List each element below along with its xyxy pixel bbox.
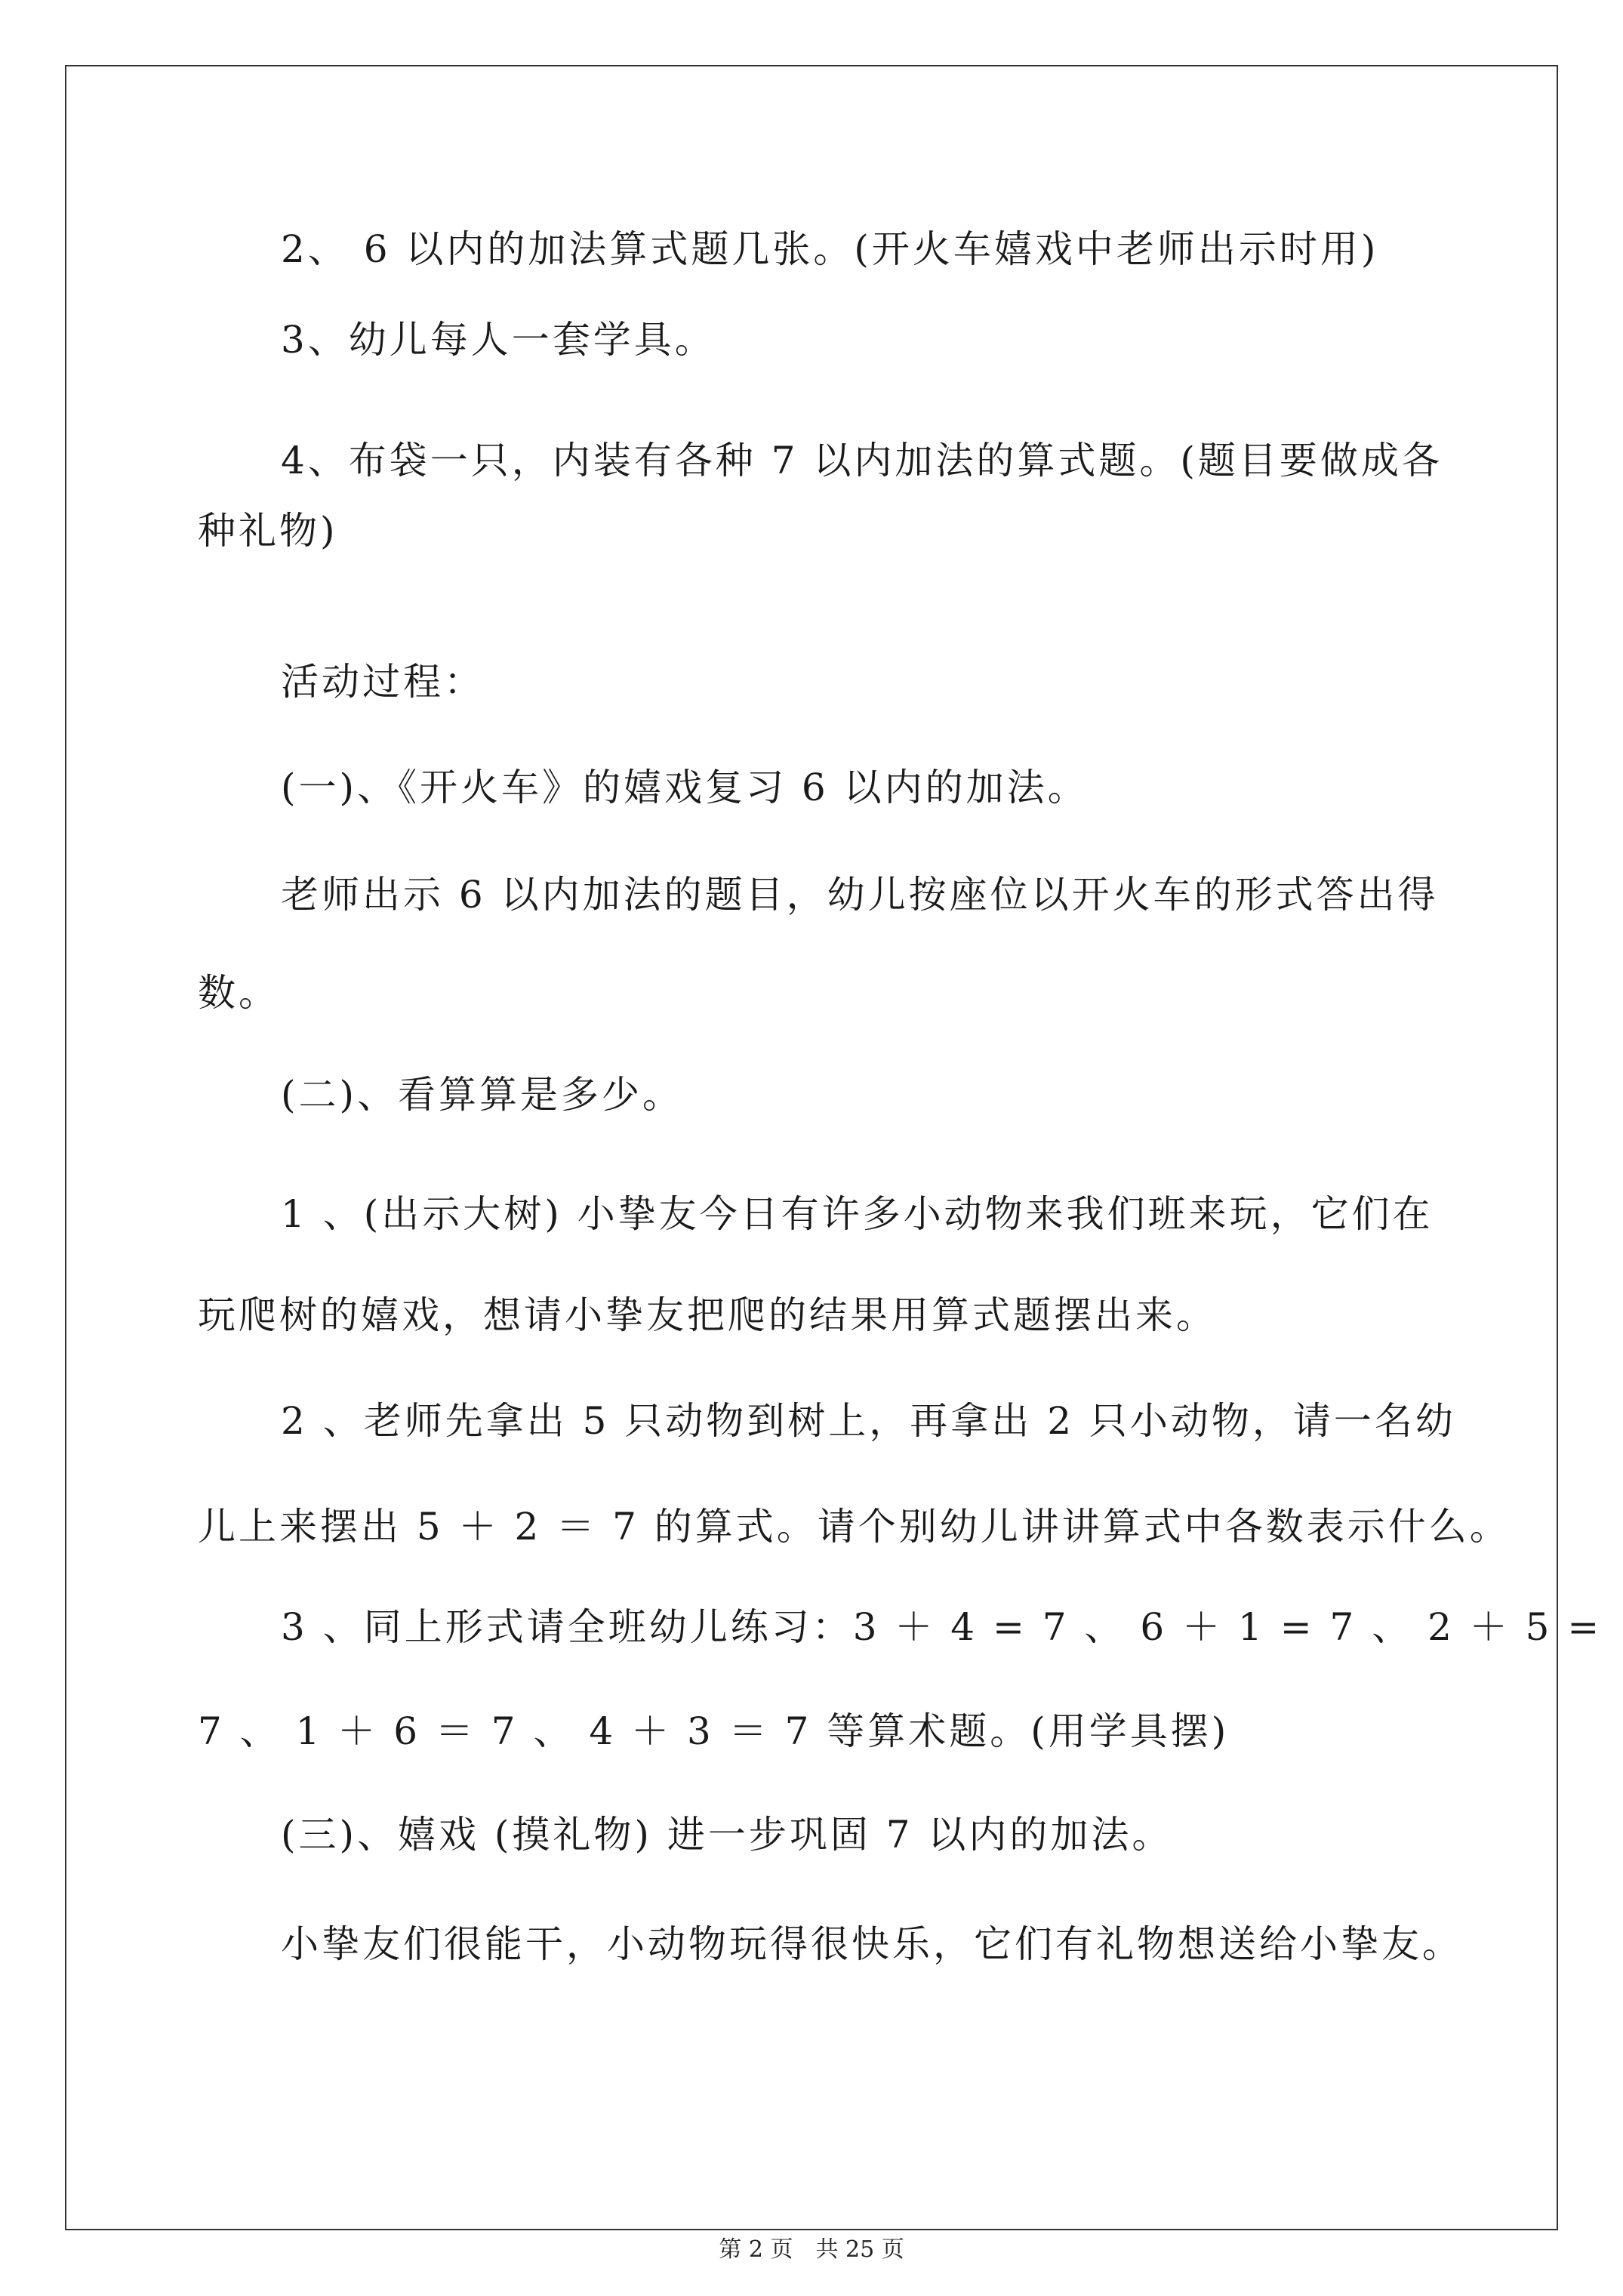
page-border — [65, 65, 1558, 2230]
text-line: 玩爬树的嬉戏，想请小挚友把爬的结果用算式题摆出来。 — [198, 1293, 1217, 1337]
page-number: 第 2 页 共 25 页 — [719, 2236, 904, 2263]
text-line: 种礼物) — [198, 509, 338, 553]
text-line: 1 、(出示大树) 小挚友今日有许多小动物来我们班来玩，它们在 — [281, 1192, 1434, 1236]
text-line: 小挚友们很能干，小动物玩得很快乐，它们有礼物想送给小挚友。 — [281, 1922, 1463, 1966]
section-heading: (一)、《开火车》的嬉戏复习 6 以内的加法。 — [281, 766, 1089, 809]
section-heading: 活动过程： — [281, 660, 485, 704]
text-line: 老师出示 6 以内加法的题目，幼儿按座位以开火车的形式答出得 — [281, 873, 1439, 917]
text-line: 7 、 1 ＋ 6 ＝ 7 、 4 ＋ 3 ＝ 7 等算术题。(用学具摆) — [198, 1709, 1230, 1753]
text-line: 2 、老师先拿出 5 只动物到树上，再拿出 2 只小动物，请一名幼 — [281, 1399, 1456, 1443]
text-line: 3、幼儿每人一套学具。 — [281, 318, 716, 362]
section-heading: (三)、嬉戏 (摸礼物) 进一步巩固 7 以内的加法。 — [281, 1813, 1173, 1857]
text-line: 儿上来摆出 5 ＋ 2 ＝ 7 的算式。请个别幼儿讲讲算式中各数表示什么。 — [198, 1505, 1511, 1549]
text-line: 3 、同上形式请全班幼儿练习：3 ＋ 4 = 7 、 6 ＋ 1 = 7 、 2 ＋ 5 = — [281, 1605, 1603, 1649]
text-line: 数。 — [198, 971, 279, 1015]
section-heading: (二)、看算算是多少。 — [281, 1073, 684, 1117]
text-line: 4、布袋一只，内装有各种 7 以内加法的算式题。(题目要做成各 — [281, 439, 1443, 482]
text-line: 2、 6 以内的加法算式题几张。(开火车嬉戏中老师出示时用) — [281, 227, 1379, 271]
